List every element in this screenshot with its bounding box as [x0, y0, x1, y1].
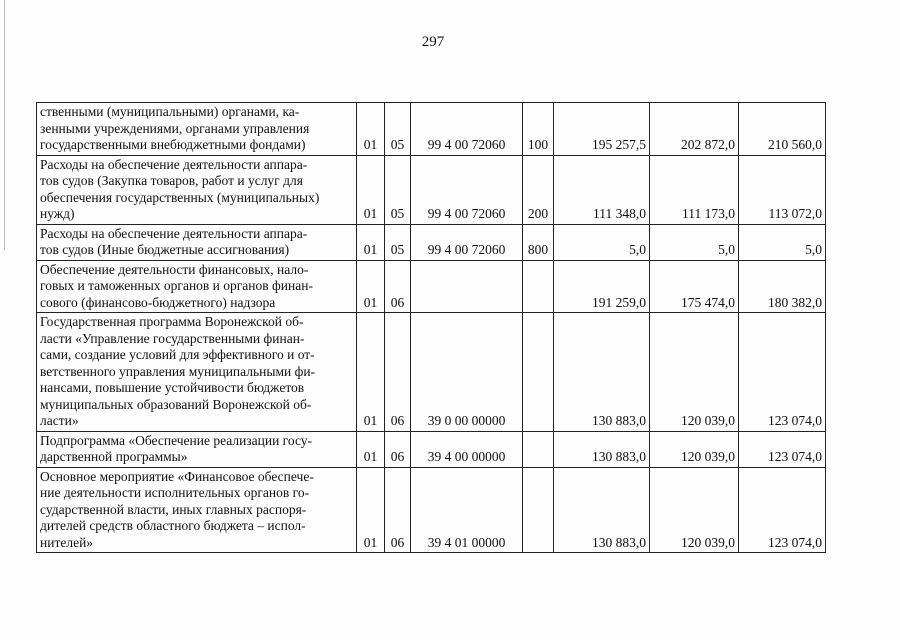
- section-code-cell: 01: [357, 467, 385, 553]
- target-article-code-cell: 39 4 01 00000: [411, 467, 523, 553]
- description-cell: [37, 467, 357, 553]
- section-code-cell: 01: [357, 313, 385, 432]
- subsection-code-cell: 06: [385, 431, 411, 467]
- budget-table-body: [37, 103, 826, 553]
- target-article-code-cell: [411, 260, 523, 313]
- description-line: сового (финансово-бюджетного) надзора: [40, 294, 276, 310]
- section-code-cell: 01: [357, 431, 385, 467]
- amount-year-3-cell: 180 382,0: [739, 260, 826, 313]
- section-code-cell: 01: [357, 103, 385, 156]
- description-cell: [37, 103, 357, 156]
- description-line: муниципальных образований Воронежской об-: [40, 396, 312, 412]
- section-code-cell: 01: [357, 260, 385, 313]
- description-line: Государственная программа Воронежской об-: [40, 314, 304, 329]
- expense-type-code-cell: [523, 313, 554, 432]
- expense-type-code-cell: [523, 431, 554, 467]
- table-row: [37, 103, 826, 156]
- description-line: нужд): [40, 206, 75, 221]
- amount-year-1-cell: 130 883,0: [554, 313, 650, 432]
- subsection-code-cell: 05: [385, 155, 411, 224]
- description-cell: [37, 313, 357, 432]
- description-cell: [37, 155, 357, 224]
- description-line: ственными (муниципальными) органами, ка-: [40, 104, 300, 119]
- amount-year-3-cell: 113 072,0: [739, 155, 826, 224]
- amount-year-1-cell: 130 883,0: [554, 431, 650, 467]
- amount-year-2-cell: 202 872,0: [650, 103, 739, 156]
- amount-year-1-cell: 111 348,0: [554, 155, 650, 224]
- description-line: Расходы на обеспечение деятельности аппара-: [40, 156, 308, 172]
- table-row: [37, 155, 826, 224]
- amount-year-1-cell: 195 257,5: [554, 103, 650, 156]
- amount-year-1-cell: 5,0: [554, 224, 650, 260]
- description-line: нителей»: [40, 534, 94, 550]
- amount-year-2-cell: 175 474,0: [650, 260, 739, 313]
- target-article-code-cell: 99 4 00 72060: [411, 155, 523, 224]
- description-line: зенными учреждениями, органами управления: [40, 120, 310, 136]
- expense-type-code-cell: [523, 467, 554, 553]
- budget-table: [36, 102, 826, 553]
- amount-year-3-cell: 123 074,0: [739, 431, 826, 467]
- subsection-code-cell: 06: [385, 467, 411, 553]
- description-line: ветственного управления муниципальными фи-: [40, 363, 316, 379]
- amount-year-1-cell: 130 883,0: [554, 467, 650, 553]
- target-article-code-cell: 39 4 00 00000: [411, 431, 523, 467]
- target-article-code-cell: 99 4 00 72060: [411, 224, 523, 260]
- subsection-code-cell: 06: [385, 260, 411, 313]
- subsection-code-cell: 05: [385, 103, 411, 156]
- expense-type-code-cell: 800: [523, 224, 554, 260]
- description-line: нансами, повышение устойчивости бюджетов: [40, 380, 305, 395]
- section-code-cell: 01: [357, 155, 385, 224]
- amount-year-2-cell: 120 039,0: [650, 431, 739, 467]
- description-cell: [37, 224, 357, 260]
- description-line: ласти»: [40, 413, 79, 428]
- target-article-code-cell: 39 0 00 00000: [411, 313, 523, 432]
- subsection-code-cell: 05: [385, 224, 411, 260]
- amount-year-2-cell: 120 039,0: [650, 313, 739, 432]
- table-row: [37, 467, 826, 553]
- amount-year-3-cell: 123 074,0: [739, 313, 826, 432]
- page-number: 297: [421, 34, 445, 50]
- description-line: ласти «Управление государственными финан-: [40, 330, 305, 346]
- description-line: сами, создание условий для эффективного и от-: [40, 347, 315, 362]
- description-line: Основное мероприятие «Финансовое обеспече-: [40, 468, 314, 484]
- description-line: тов судов (Закупка товаров, работ и услуг для: [40, 173, 303, 188]
- description-cell: [37, 431, 357, 467]
- expense-type-code-cell: 200: [523, 155, 554, 224]
- table-row: [37, 260, 826, 313]
- description-line: говых и таможенных органов и органов финан-: [40, 278, 313, 293]
- amount-year-2-cell: 111 173,0: [650, 155, 739, 224]
- description-line: государственными внебюджетными фондами): [40, 137, 306, 152]
- table-row: [37, 313, 826, 432]
- description-line: тов судов (Иные бюджетные ассигнования): [40, 242, 290, 257]
- description-line: ние деятельности исполнительных органов го-: [40, 485, 310, 500]
- description-cell: [37, 260, 357, 313]
- description-line: дарственной программы»: [40, 449, 188, 464]
- description-line: Расходы на обеспечение деятельности аппара-: [40, 225, 308, 241]
- amount-year-1-cell: 191 259,0: [554, 260, 650, 313]
- description-line: сударственной власти, иных главных распоря-: [40, 501, 307, 517]
- amount-year-2-cell: 120 039,0: [650, 467, 739, 553]
- description-line: Подпрограмма «Обеспечение реализации госу-: [40, 432, 313, 448]
- description-line: дителей средств областного бюджета – испол-: [40, 518, 306, 533]
- table-row: [37, 224, 826, 260]
- amount-year-3-cell: 5,0: [739, 224, 826, 260]
- expense-type-code-cell: 100: [523, 103, 554, 156]
- subsection-code-cell: 06: [385, 313, 411, 432]
- description-line: Обеспечение деятельности финансовых, нало-: [40, 261, 309, 277]
- table-row: [37, 431, 826, 467]
- description-line: обеспечения государственных (муниципальных): [40, 189, 320, 205]
- amount-year-3-cell: 123 074,0: [739, 467, 826, 553]
- amount-year-3-cell: 210 560,0: [739, 103, 826, 156]
- amount-year-2-cell: 5,0: [650, 224, 739, 260]
- section-code-cell: 01: [357, 224, 385, 260]
- target-article-code-cell: 99 4 00 72060: [411, 103, 523, 156]
- expense-type-code-cell: [523, 260, 554, 313]
